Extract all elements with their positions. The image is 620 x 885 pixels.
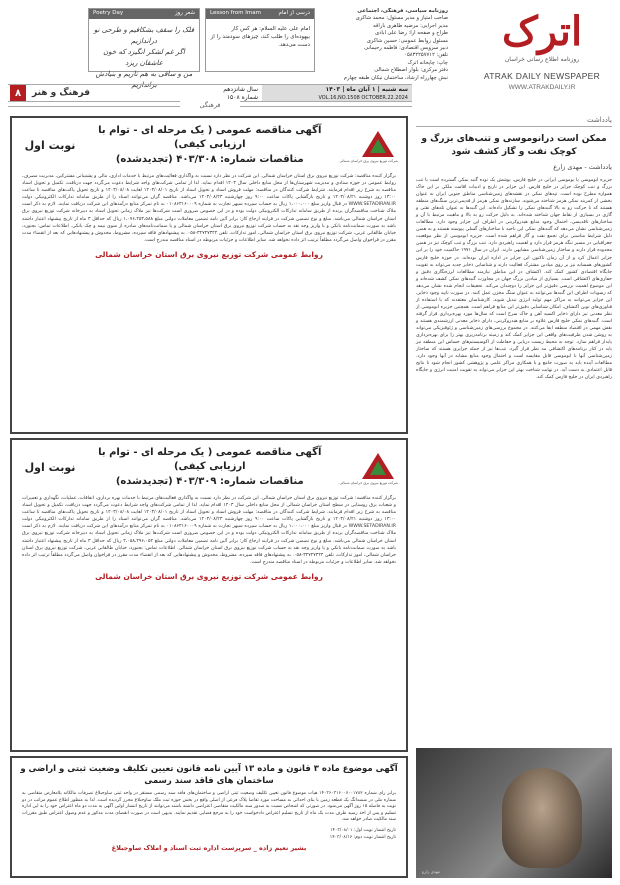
registry-notice (10, 756, 408, 878)
staff-line: مسئول روابط عمومی: حسین شاکری (366, 37, 448, 44)
poetry-header (89, 9, 199, 19)
logo-caption: شرکت توزیع نیروی برق خراسان شمالی (339, 158, 398, 163)
poetry-line: اگر غم لشکر انگیزد که خون عاشقان ریزد (103, 48, 185, 67)
portrait-figure (502, 768, 582, 868)
article-author: یادداشت - مهدی زارع (553, 163, 612, 171)
power-company-logo-icon (358, 129, 398, 159)
tender-body: برگزار کننده مناقصه: شرکت توزیع نیروی برق استان خراسان شمالی. این شرکت در نظر دارد نسبت به واگذاری فعالیت‌های مرتبط با خدمات بهره برداری، اتفاقات، عملیات، نگهداری و تعمیرات و شعبات برق روستایی در سطح استان خراسان شمالی از محل منابع داخلی سال ۱۴۰۳ اقدام نماید. لذا از تمامی شرکت‌های واجد شرایط دعوت می‌گردد جهت دریافت، تکمیل و تحویل اسناد مناقصه به شرح زیر اقدام فرمایند. شرایط شرکت کنندگان در مناقصه: مهلت فروش اسناد و تحویل اسناد از تاریخ ۱۴۰۳/۰۸/۰۱ لغایت ۱۴۰۳/۰۸/۰۸ و تاریخ تحویل پاکت‌های مناقصه تا ساعت ۱۳:۰۰ روز دوشنبه ۱۴۰۳/۰۸/۲۱ و تاریخ بازگشایی پاکات ساعت ۹:۰۰ روز چهارشنبه ۱۴۰۳/۰۸/۲۳ می‌باشد. مناقصه گران می‌توانند اسناد را از طریق سامانه تدارکات الکترونیکی دولت WWW.SETADIRAN.IR در قبال واریز مبلغ ۱،۰۰۰،۰۰۰ ریال به حساب سپرده سپهر تجارت به شماره ۰۱۰۸۶۳۱۶۰۰۰۹ به نام تمرکز منابع درآمدهای این شرکت دریافت نمایند. لازم به ذکر است ملاک شناخت مناقصه‌گران برنده از طریق سامانه تدارکات الکترونیکی دولت بوده و در این خصوص ضروری است شرکت‌ها نیز ملاک زمانی تحویل اسناد به دبیرخانه شرکت توزیع نیروی برق استان خراسان شمالی می‌باشد. مبلغ و نوع تضمین شرکت در فرایند ارجاع کار: برابر آئین نامه تضمین معاملات دولتی مبلغ ۲،۰۵۸،۴۹۶،۰۵۴ ریال که حداقل ۳ ماه از تاریخ پیشنهاد اعتبار داشته باشد به صورت ضمانت‌نامه بانکی و یا واریز وجه نقد به حساب شرکت توزیع نیروی برق استان خراسان شمالی. اطلاعات تماس: بجنورد، خیابان طالقانی غربی، شرکت توزیع نیروی برق استان خراسان شمالی، امور تدارکات، تلفن ۳۲۷۲۷۳۴۴-۰۵۸. به پیشنهادهای فاقد سپرده، مشروط، مخدوش و پیشنهادهایی که بعد از انقضاء مدت مقرر در فراخوان واصل می‌گردد مطلقاً ترتیب اثر داده نخواهد شد. سایر اطلاعات و جزئیات مربوطه در اسناد مناقصه مندرج است. (22, 496, 397, 565)
logo-url[interactable]: WWW.ATRAKDAILY.IR (508, 84, 576, 91)
lesson-header-fa: درسی از امام (278, 10, 310, 16)
issue-date-fa: سه شنبه | ۱ آبان ماه | ۱۴۰۳ (325, 86, 408, 93)
tender-ad (10, 116, 408, 434)
staff-line: دبیر سرویس اقتصادی: فاطمه رحیمانی (364, 45, 448, 52)
lesson-text: امام علی علیه السلام: هر کس کار بیهوده‌ای را طلب کند، چیزهای سودمند را از دست می‌دهد. (210, 26, 310, 48)
notice-dates (12, 828, 406, 841)
poetry-line: من و ساقی به هم تازیم و بنیادش براندازیم (95, 70, 193, 89)
date-bar (8, 84, 412, 102)
poetry-line: فلک را سقف بشکافیم و طرحی نو دراندازیم (93, 26, 195, 45)
tender-number: مناقصات شماره: ۴۰۳/۳۰۸ (تجدیدشده) (115, 154, 304, 165)
staff-line: چاپ: چاپخانه اترک (407, 59, 448, 66)
logo-subtitle: روزنامه اطلاع رسانی خراسان (504, 56, 580, 63)
tender-number: مناقصات شماره: ۴۰۳/۳۰۹ (تجدیدشده) (115, 476, 304, 487)
poetry-header-fa: شعر روز (174, 10, 195, 16)
lesson-header-en: Lesson from Imam (210, 10, 261, 16)
staff-line: روزنامه سیاسی، فرهنگی، اجتماعی (357, 8, 448, 14)
tender-titles (80, 124, 340, 167)
tender-body: برگزار کننده مناقصه: شرکت توزیع نیروی برق استان خراسان شمالی. این شرکت در نظر دارد نسبت به واگذاری فعالیت‌های مرتبط با خدمات اداری، مالی و پشتیبانی مشترکین، مدیریت مصرف، روابط عمومی در حوزه ستادی و مدیریت شهرستان‌ها از محل منابع داخلی سال ۱۴۰۳ اقدام نماید. لذا از تمامی شرکت‌های واجد شرایط دعوت می‌گردد جهت دریافت، تکمیل و تحویل اسناد مناقصه به شرح زیر اقدام فرمایند. شرایط شرکت کنندگان در مناقصه: مهلت فروش اسناد و تحویل اسناد از تاریخ ۱۴۰۳/۰۸/۰۱ لغایت ۱۴۰۳/۰۸/۰۸ و تاریخ تحویل پاکت‌های مناقصه تا ساعت ۱۳:۰۰ روز دوشنبه ۱۴۰۳/۰۸/۲۱ و تاریخ بازگشایی پاکات ساعت ۹:۰۰ روز چهارشنبه ۱۴۰۳/۰۸/۲۳ می‌باشد. مناقصه گران می‌توانند اسناد را از طریق سامانه تدارکات الکترونیکی دولت WWW.SETADIRAN.IR در قبال واریز مبلغ ۱،۰۰۰،۰۰۰ ریال به حساب سپرده سپهر تجارت به شماره ۰۱۰۸۶۳۱۶۰۰۰۹ به نام تمرکز منابع درآمدهای این شرکت دریافت نمایند. لازم به ذکر است ملاک شناخت مناقصه‌گران برنده از طریق سامانه تدارکات الکترونیکی دولت بوده و در این خصوص ضروری است شرکت‌ها نیز ملاک زمانی تحویل اسناد به دبیرخانه شرکت توزیع نیروی برق استان خراسان شمالی می‌باشد. مبلغ و نوع تضمین شرکت در فرایند ارجاع کار: برابر آئین نامه تضمین معاملات دولتی مبلغ ۱،۰۷۶،۴۵۳،۵۸۸ ریال که حداقل ۳ ماه از تاریخ پیشنهاد اعتبار داشته باشد به صورت ضمانت‌نامه بانکی و یا واریز وجه نقد به حساب شرکت توزیع نیروی برق استان خراسان شمالی و یا ضمانت‌نامه‌های صادره از سوی بیمه و چک بانکی. اطلاعات تماس: بجنورد، خیابان طالقانی غربی، شرکت توزیع نیروی برق استان خراسان شمالی، امور تدارکات، تلفن ۳۲۷۲۷۳۴۴-۰۵۸. به پیشنهادهای فاقد سپرده، مشروط، مخدوش و پیشنهادهایی که بعد از انقضاء مدت مقرر در فراخوان واصل می‌گردد مطلقاً ترتیب اثر داده نخواهد شد. سایر اطلاعات و جزئیات مربوطه در اسناد مناقصه مندرج است. (22, 174, 397, 243)
tender-logo (340, 451, 399, 485)
tender-logo (340, 129, 399, 163)
issue-date (262, 85, 412, 101)
page-number: ۸ (10, 85, 26, 101)
notice-title: آگهی موضوع ماده ۳ قانون و ماده ۱۳ آیین نامه قانون تعیین تکلیف وضعیت ثبتی و اراضی و ساختمان های فاقد سند رسمی (20, 764, 398, 786)
article-title[interactable]: ممکن است درانوموسی و تنب‌های بزرگ و کوچک نفت و گاز کشف شود (421, 134, 607, 157)
article-body: جزیره ابوموسی یا بوموسی ایرانی در خلیج فارس، یوشش یک توده گنبد نمکی گسترده است با تنب بزرگ و تنب کوچک جزایر در خلیج فارس. این جزایر در تاریخ و ادبیات اقامت ملکی بر این خاک همواره مطرح بوده است. تپه‌های نمکی در نقشه‌های زمین‌شناسی مناطق جنوبی ایران به عنوان بخشی از کمربند نمکی هرمز شناخته می‌شوند. سازندهای نمکی هرمز از قدیمی‌ترین سنگ‌های منطقه هستند که با حرکت رو به بالا گنبدهای نمکی را تشکیل داده‌اند. این گنبدها به عنوان تله‌های نفتی و گازی در بسیاری از نقاط جهان شناخته شده‌اند. به دلیل حرکت رو به بالا و ماهیت مرتبط با آن و ساختارهای تاقدیسی، احتمال وجود منابع هیدروکربنی در اطراف این جزایر وجود دارد. مطالعات زمین‌شناسی نشان می‌دهد که گنبدهای نمکی این ناحیه با ساختارهای گسلی پیوسته هستند و به همین دلیل شرایط مناسبی برای تجمع نفت و گاز فراهم شده است. جزیره ابوموسی از نظر موقعیت جغرافیایی در مسیر تنگه هرمز قرار دارد و اهمیت راهبردی دارد. تنب بزرگ و تنب کوچک نیز در همین محدوده قرار دارند و ساختار زمین‌شناسی مشابهی دارند. ایران در سال ۱۹۷۱ حاکمیت خود را بر این جزایر اعمال کرد و از آن زمان تاکنون این جزایر در اداره ایران بوده‌اند. در حوزه خلیج فارس کشورهای همسایه نیز بر روی میادین مشترک فعالیت دارند و شناسایی ذخایر جدید می‌تواند به تقویت جایگاه اقتصادی کشور کمک کند. اکتشاف در این مناطق نیازمند مطالعات لرزه‌نگاری دقیق و حفاری‌های اکتشافی است. بسیاری از میادین بزرگ جهان در مجاورت گنبدهای نمکی کشف شده‌اند و این موضوع اهمیت بررسی دقیق‌تر این جزایر را دوچندان می‌کند. تحقیقات انجام شده نشان می‌دهد که رسوبات اطراف این گنبدها می‌توانند به عنوان سنگ مخزن عمل کنند. در صورت تایید وجود ذخایر، این جزایر می‌توانند به مراکز مهم تولید انرژی تبدیل شوند. کارشناسان معتقدند که با استفاده از فناوری‌های نوین اکتشاف، امکان شناسایی دقیق‌تر این منابع فراهم است. همچنین جزیره ابوموسی از نظر معدنی نیز دارای ذخایر اکسید آهن و خاک سرخ است که سال‌ها مورد بهره‌برداری قرار گرفته است. گنبدهای نمکی خلیج فارس علاوه بر منابع هیدروکربنی، دارای ذخایر معدنی ارزشمندی هستند و نقش مهمی در اقتصاد منطقه ایفا می‌کنند. در مجموع بررسی‌های زمین‌شناسی و ژئوفیزیکی می‌تواند به روشن شدن ظرفیت‌های واقعی این جزایر کمک کند و زمینه برنامه‌ریزی بهتر را برای بهره‌برداری پایدار فراهم سازد. توجه به محیط زیست دریایی و حفاظت از اکوسیستم‌های حساس این منطقه نیز باید در کنار برنامه‌های اکتشافی مد نظر قرار گیرد. تنب‌ها نیز از جمله جزایری هستند که ساختار زمین‌شناسی آنها با ابوموسی قابل مقایسه است و احتمال وجود منابع مشابه در آنها وجود دارد. مطالعات آینده باید به صورت جامع و با همکاری مراکز علمی و پژوهشی کشور انجام شود تا نتایج قابل اعتمادی به دست آید. در نهایت شناخت بهتر این جزایر می‌تواند به تقویت امنیت انرژی و جایگاه راهبردی ایران در خلیج فارس کمک کند. (416, 178, 612, 381)
section-title[interactable]: فرهنگ و هنر (32, 88, 90, 98)
section-tag: فرهنگی (180, 101, 240, 111)
notice-body: برابر رای شماره ۱۴۰۳۶۰۳۱۶۰۰۷۰۰۱۷۸۲ هیات موضوع قانون تعیین تکلیف وضعیت ثبتی اراضی و ساختمان‌های فاقد سند رسمی مستقر در واحد ثبتی ساوجبلاغ تصرفات مالکانه بلامعارض متقاضی به شماره ملی در ششدانگ یک قطعه زمین با بنای احداثی به مساحت مورد تقاضا پلاک فرعی از اصلی واقع در بخش حوزه ثبت ملک ساوجبلاغ محرز گردیده است. لذا به منظور اطلاع عموم مراتب در دو نوبت به فاصله ۱۵ روز آگهی می‌شود. در صورتی که اشخاص نسبت به صدور سند مالکیت متقاضی اعتراضی داشته باشند می‌توانند از تاریخ انتشار اولین آگهی به مدت دو ماه اعتراض خود را به این اداره تسلیم و پس از اخذ رسید ظرف مدت یک ماه از تاریخ تسلیم اعتراض دادخواست خود را به مرجع قضایی تقدیم نمایند. بدیهی است در صورت انقضای مدت مذکور و عدم وصول اعتراض طبق مقررات سند مالکیت صادر خواهد شد. (22, 791, 396, 823)
newspaper-logo[interactable] (472, 10, 612, 100)
page-section (8, 85, 152, 101)
logo-caption: شرکت توزیع نیروی برق خراسان شمالی (339, 480, 398, 485)
lesson-box (205, 8, 315, 72)
poetry-box (88, 8, 200, 89)
poetry-header-en: Poetry Day (93, 10, 124, 16)
lesson-header (206, 9, 314, 19)
photo-caption: مهدی زارع (422, 869, 440, 874)
issue-number: شماره ۱۵۰۸ (226, 94, 258, 101)
staff-line: صاحب امتیاز و مدیر مسئول: محمد شاکری (355, 15, 448, 22)
staff-line: نبش چهارراه ارشاد، ساختمان نیکان طبقه چهارم (343, 74, 448, 81)
power-company-logo-icon (358, 451, 398, 481)
issue-volume (152, 85, 262, 101)
tender-title: آگهی مناقصه عمومی ( یک مرحله ای - توام با ارزیابی کیفی) (98, 447, 322, 472)
staff-line: مدیر اجرایی: مرضیه طاهری باراقه (373, 22, 448, 29)
staff-line: دفتر مرکزی: بلوار اصطلاح شمالی (374, 67, 448, 74)
publication-turn: نوبت اول (24, 461, 76, 474)
tender-footer: روابط عمومی شرکت توزیع نیروی برق استان خراسان شمالی (95, 249, 323, 259)
tender-ad (10, 438, 408, 752)
issue-date-en: VOL.16,NO.1508 OCTOBER.22.2024 (318, 95, 408, 101)
author-photo (416, 748, 612, 878)
publication-turn: نوبت اول (24, 139, 76, 152)
notice-date-first: تاریخ انتشار نوبت اول: ۱۴۰۳/۰۸/۰۱ (330, 827, 396, 833)
tender-ad-header (12, 118, 406, 169)
logo-english: ATRAK DAILY NEWSPAPER (483, 71, 601, 81)
staff-credits (320, 8, 450, 94)
notice-date-second: تاریخ انتشار نوبت دوم: ۱۴۰۳/۰۸/۱۶ (329, 834, 396, 840)
logo-wordmark: اترک (501, 8, 583, 55)
issue-year: سال شانزدهم (223, 86, 258, 93)
notice-signature: بشیر نعیم زاده _ سرپرست اداره ثبت اسناد و املاک ساوجبلاغ (111, 844, 307, 853)
staff-line: تلفن: ۰۵۸۳۲۲۵۷۷۱۲ (404, 52, 448, 59)
tender-titles (80, 446, 340, 489)
column-tag: یادداشت (416, 116, 612, 127)
staff-line: طراح و صفحه آرا: رضا علی آبادی (375, 30, 448, 37)
tender-ad-header (12, 440, 406, 491)
tender-title: آگهی مناقصه عمومی ( یک مرحله ای - توام با ارزیابی کیفی) (98, 125, 322, 150)
masthead (0, 0, 620, 110)
tender-footer: روابط عمومی شرکت توزیع نیروی برق استان خراسان شمالی (95, 571, 323, 581)
